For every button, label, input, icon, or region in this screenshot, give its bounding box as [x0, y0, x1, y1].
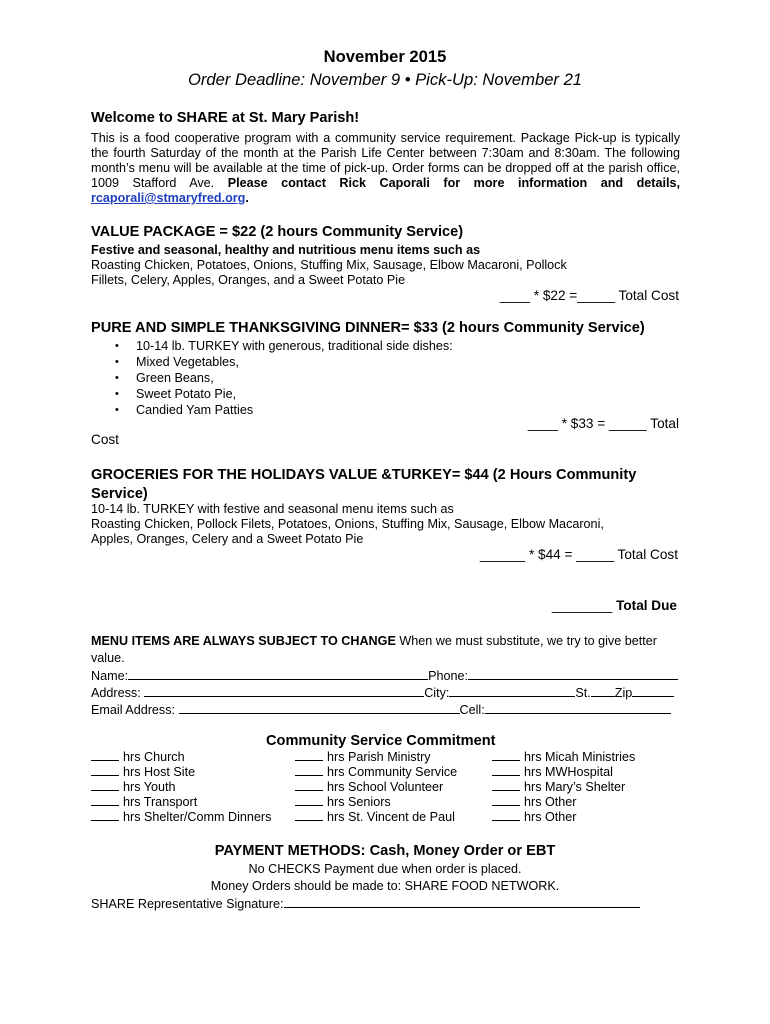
- community-service-column-3: [492, 749, 635, 824]
- address-field[interactable]: [144, 685, 424, 697]
- signature-field[interactable]: [284, 896, 640, 908]
- value-package-heading: VALUE PACKAGE = $22 (2 hours Community Service): [91, 224, 464, 240]
- email-cell-row: [91, 702, 671, 718]
- hours-blank-field[interactable]: [295, 809, 323, 821]
- thanksgiving-total-line[interactable]: ____ * $33 = _____ Total: [527, 416, 679, 431]
- groceries-heading: GROCERIES FOR THE HOLIDAYS VALUE &TURKEY= $44 (2 Hours Community: [91, 467, 637, 483]
- state-field[interactable]: [591, 685, 615, 697]
- community-service-label: hrs Youth: [123, 780, 176, 794]
- community-service-row: [91, 794, 271, 809]
- community-service-label: hrs Parish Ministry: [327, 750, 431, 764]
- total-due-line[interactable]: [552, 598, 677, 614]
- money-order-note: Money Orders should be made to: SHARE FOOD NETWORK.: [210, 879, 560, 893]
- email-field[interactable]: [179, 702, 460, 714]
- community-service-label: hrs Other: [524, 810, 577, 824]
- hours-blank-field[interactable]: [295, 794, 323, 806]
- community-service-row: [295, 794, 457, 809]
- community-service-column-2: [295, 749, 457, 824]
- community-service-row: [492, 779, 635, 794]
- hours-blank-field[interactable]: [492, 779, 520, 791]
- groceries-total-line[interactable]: ______ * $44 = _____ Total Cost: [479, 547, 678, 562]
- name-field[interactable]: [128, 668, 428, 680]
- welcome-heading: Welcome to SHARE at St. Mary Parish!: [91, 110, 360, 126]
- parish-address: 1009 Stafford Ave.: [91, 176, 215, 190]
- welcome-text-line: the fourth Saturday of the month at the Parish Life Center between 7:30am and 8:30am. The following: [91, 146, 680, 160]
- address-row: [91, 685, 674, 701]
- hours-blank-field[interactable]: [91, 779, 119, 791]
- zip-label: Zip: [614, 686, 633, 700]
- thanksgiving-item: Green Beans,: [136, 371, 214, 385]
- cell-field[interactable]: [485, 702, 671, 714]
- community-service-row: [492, 749, 635, 764]
- community-service-row: [295, 809, 457, 824]
- signature-row: [91, 896, 640, 912]
- thanksgiving-item: Candied Yam Patties: [136, 403, 254, 417]
- community-service-label: hrs Host Site: [123, 765, 196, 779]
- contact-email-link[interactable]: rcaporali@stmaryfred.org: [91, 191, 246, 205]
- hours-blank-field[interactable]: [295, 779, 323, 791]
- community-service-label: hrs Church: [123, 750, 185, 764]
- address-label: Address:: [91, 686, 145, 700]
- community-service-row: [91, 749, 271, 764]
- name-label: Name:: [91, 669, 129, 683]
- welcome-contact-line: [91, 176, 680, 191]
- bullet-icon: •: [115, 372, 119, 384]
- community-service-label: hrs Transport: [123, 795, 198, 809]
- community-service-label: hrs Micah Ministries: [524, 750, 636, 764]
- hours-blank-field[interactable]: [492, 764, 520, 776]
- hours-blank-field[interactable]: [91, 809, 119, 821]
- community-service-label: hrs Other: [524, 795, 577, 809]
- hours-blank-field[interactable]: [91, 749, 119, 761]
- payment-note: No CHECKS Payment due when order is placed.: [248, 862, 522, 876]
- thanksgiving-item: Mixed Vegetables,: [136, 355, 239, 369]
- community-service-heading: Community Service Commitment: [266, 733, 496, 749]
- community-service-row: [492, 794, 635, 809]
- city-label: City:: [424, 686, 450, 700]
- menu-change-bold: MENU ITEMS ARE ALWAYS SUBJECT TO CHANGE: [91, 634, 396, 648]
- community-service-row: [295, 779, 457, 794]
- signature-label: SHARE Representative Signature:: [91, 897, 284, 911]
- value-package-subheading: Festive and seasonal, healthy and nutritious menu items such as: [91, 243, 481, 257]
- menu-change-wrap: value.: [91, 651, 125, 665]
- name-phone-row: [91, 668, 678, 684]
- bullet-icon: •: [115, 388, 119, 400]
- total-due-blank[interactable]: ________: [551, 598, 613, 613]
- community-service-column-1: [91, 749, 271, 824]
- bullet-icon: •: [115, 356, 119, 368]
- community-service-row: [295, 764, 457, 779]
- thanksgiving-total-wrap: Cost: [91, 432, 119, 447]
- contact-instruction: Please contact Rick Caporali for more information and details,: [227, 176, 681, 190]
- community-service-row: [91, 809, 271, 824]
- welcome-text-line: This is a food cooperative program with a community service requirement. Package Pick-up is typically: [91, 131, 680, 145]
- hours-blank-field[interactable]: [295, 764, 323, 776]
- hours-blank-field[interactable]: [492, 794, 520, 806]
- order-deadline-subtitle: Order Deadline: November 9 • Pick-Up: November 21: [187, 70, 583, 89]
- community-service-label: hrs Mary’s Shelter: [524, 780, 626, 794]
- cell-label: Cell:: [459, 703, 485, 717]
- menu-change-rest: When we must substitute, we try to give better: [395, 634, 657, 648]
- payment-methods-heading: PAYMENT METHODS: Cash, Money Order or EBT: [214, 843, 556, 859]
- community-service-row: [492, 809, 635, 824]
- bullet-icon: •: [115, 340, 119, 352]
- state-label: St.: [575, 686, 591, 700]
- value-package-total-line[interactable]: ____ * $22 =_____ Total Cost: [499, 288, 679, 303]
- community-service-label: hrs Community Service: [327, 765, 458, 779]
- menu-change-notice: [91, 634, 657, 649]
- hours-blank-field[interactable]: [492, 809, 520, 821]
- hours-blank-field[interactable]: [295, 749, 323, 761]
- value-package-desc: Fillets, Celery, Apples, Oranges, and a Sweet Potato Pie: [91, 273, 406, 287]
- community-service-label: hrs St. Vincent de Paul: [327, 810, 455, 824]
- hours-blank-field[interactable]: [492, 749, 520, 761]
- city-field[interactable]: [449, 685, 575, 697]
- contact-email-line: [91, 191, 249, 206]
- total-due-label: Total Due: [612, 598, 677, 613]
- email-label: Email Address:: [91, 703, 179, 717]
- phone-label: Phone:: [428, 669, 469, 683]
- hours-blank-field[interactable]: [91, 764, 119, 776]
- email-period: .: [245, 191, 249, 205]
- value-package-desc: Roasting Chicken, Potatoes, Onions, Stuffing Mix, Sausage, Elbow Macaroni, Pollock: [91, 258, 567, 272]
- thanksgiving-item: Sweet Potato Pie,: [136, 387, 237, 401]
- community-service-row: [91, 779, 271, 794]
- community-service-row: [492, 764, 635, 779]
- groceries-heading-wrap: Service): [91, 486, 148, 502]
- page-title: November 2015: [323, 47, 447, 66]
- thanksgiving-item: 10-14 lb. TURKEY with generous, traditional side dishes:: [136, 339, 453, 353]
- groceries-desc: 10-14 lb. TURKEY with festive and seasonal menu items such as: [91, 502, 454, 516]
- groceries-desc: Roasting Chicken, Pollock Filets, Potatoes, Onions, Stuffing Mix, Sausage, Elbow Macaroni,: [91, 517, 604, 531]
- welcome-text-line: month’s menu will be available at the time of pick-up. Order forms can be dropped off at the parish office,: [91, 161, 680, 175]
- community-service-row: [91, 764, 271, 779]
- bullet-icon: •: [115, 404, 119, 416]
- community-service-label: hrs School Volunteer: [327, 780, 444, 794]
- thanksgiving-heading: PURE AND SIMPLE THANKSGIVING DINNER= $33 (2 hours Community Service): [91, 320, 645, 336]
- community-service-label: hrs MWHospital: [524, 765, 613, 779]
- community-service-label: hrs Shelter/Comm Dinners: [123, 810, 272, 824]
- hours-blank-field[interactable]: [91, 794, 119, 806]
- groceries-desc: Apples, Oranges, Celery and a Sweet Potato Pie: [91, 532, 364, 546]
- phone-field[interactable]: [468, 668, 678, 680]
- community-service-row: [295, 749, 457, 764]
- community-service-label: hrs Seniors: [327, 795, 391, 809]
- zip-field[interactable]: [632, 685, 674, 697]
